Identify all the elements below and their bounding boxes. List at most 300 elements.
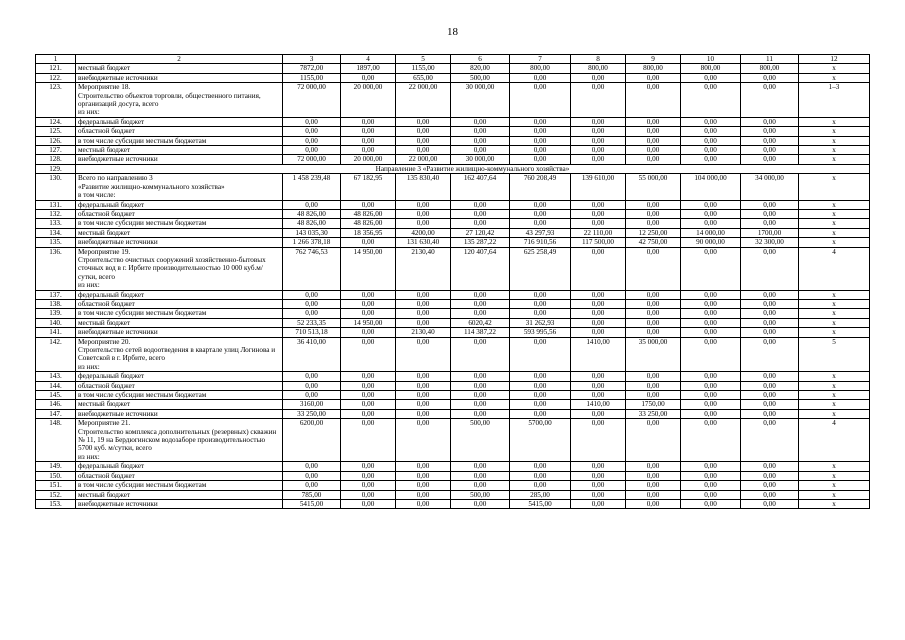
value-cell: 135 830,40 xyxy=(396,174,451,200)
value-cell: 0,00 xyxy=(741,400,799,409)
table-row xyxy=(36,400,870,409)
value-cell: 0,00 xyxy=(451,290,510,299)
value-cell: х xyxy=(799,328,870,337)
value-cell: 0,00 xyxy=(283,481,341,490)
value-cell: 0,00 xyxy=(283,471,341,480)
value-cell: 0,00 xyxy=(510,309,571,318)
value-cell: 4 xyxy=(799,247,870,290)
row-number: 145. xyxy=(36,391,76,400)
value-cell: 0,00 xyxy=(510,381,571,390)
value-cell: 0,00 xyxy=(571,146,626,155)
value-cell: х xyxy=(799,219,870,228)
value-cell: 0,00 xyxy=(341,400,396,409)
value-cell: 31 262,93 xyxy=(510,318,571,327)
value-cell: 0,00 xyxy=(510,127,571,136)
value-cell: 0,00 xyxy=(741,462,799,471)
value-cell: х xyxy=(799,200,870,209)
table-row xyxy=(36,372,870,381)
header-cell: 7 xyxy=(510,55,571,64)
value-cell: 0,00 xyxy=(341,73,396,82)
value-cell: х xyxy=(799,228,870,237)
value-cell: 0,00 xyxy=(741,409,799,418)
value-cell: 0,00 xyxy=(396,136,451,145)
value-cell: 0,00 xyxy=(741,136,799,145)
value-cell: 5 xyxy=(799,337,870,372)
value-cell: 0,00 xyxy=(396,499,451,508)
value-cell: 131 630,40 xyxy=(396,238,451,247)
value-cell: 0,00 xyxy=(571,499,626,508)
row-label: федеральный бюджет xyxy=(76,117,283,126)
value-cell: 0,00 xyxy=(681,299,741,308)
table-row xyxy=(36,462,870,471)
table-row xyxy=(36,127,870,136)
value-cell: 0,00 xyxy=(681,290,741,299)
table-row xyxy=(36,209,870,218)
value-cell: 0,00 xyxy=(571,318,626,327)
value-cell: 0,00 xyxy=(396,146,451,155)
value-cell: х xyxy=(799,471,870,480)
value-cell: 0,00 xyxy=(451,117,510,126)
value-cell: 3160,00 xyxy=(283,400,341,409)
row-label: Всего по направлению 3 «Развитие жилищно-коммунального хозяйства» в том числе: xyxy=(76,174,283,200)
value-cell: 0,00 xyxy=(681,136,741,145)
value-cell: 1155,00 xyxy=(396,64,451,73)
value-cell: 32 300,00 xyxy=(741,238,799,247)
value-cell: 0,00 xyxy=(741,391,799,400)
value-cell: 1897,00 xyxy=(341,64,396,73)
value-cell: 0,00 xyxy=(341,328,396,337)
value-cell: 72 000,00 xyxy=(283,155,341,164)
header-cell: 12 xyxy=(799,55,870,64)
value-cell: 0,00 xyxy=(396,117,451,126)
value-cell: 0,00 xyxy=(510,391,571,400)
value-cell: 0,00 xyxy=(681,481,741,490)
table-row xyxy=(36,290,870,299)
value-cell: 0,00 xyxy=(396,471,451,480)
value-cell: 0,00 xyxy=(571,481,626,490)
row-number: 133. xyxy=(36,219,76,228)
value-cell: 0,00 xyxy=(341,136,396,145)
value-cell: 7872,00 xyxy=(283,64,341,73)
row-number: 131. xyxy=(36,200,76,209)
value-cell: 0,00 xyxy=(396,419,451,462)
table-row xyxy=(36,490,870,499)
value-cell: 0,00 xyxy=(681,318,741,327)
row-label: внебюджетные источники xyxy=(76,238,283,247)
value-cell: х xyxy=(799,318,870,327)
value-cell: 0,00 xyxy=(681,419,741,462)
value-cell: 0,00 xyxy=(626,117,681,126)
value-cell: 0,00 xyxy=(341,117,396,126)
value-cell: 42 750,00 xyxy=(626,238,681,247)
table-row xyxy=(36,228,870,237)
value-cell: 0,00 xyxy=(681,155,741,164)
value-cell: 0,00 xyxy=(571,73,626,82)
value-cell: 72 000,00 xyxy=(283,83,341,118)
value-cell: х xyxy=(799,299,870,308)
value-cell: х xyxy=(799,209,870,218)
table-row xyxy=(36,64,870,73)
value-cell: 0,00 xyxy=(681,127,741,136)
value-cell: х xyxy=(799,117,870,126)
value-cell: 0,00 xyxy=(741,155,799,164)
value-cell: 820,00 xyxy=(451,64,510,73)
value-cell: 22 000,00 xyxy=(396,83,451,118)
value-cell: 0,00 xyxy=(451,471,510,480)
row-label: федеральный бюджет xyxy=(76,200,283,209)
value-cell: 0,00 xyxy=(741,73,799,82)
value-cell: 0,00 xyxy=(510,290,571,299)
value-cell: 0,00 xyxy=(341,462,396,471)
row-label: Мероприятие 20. Строительство сетей водоотведения в квартале улиц Логинова и Советской в г. Ирбите, всего из них: xyxy=(76,337,283,372)
row-number: 147. xyxy=(36,409,76,418)
value-cell: 0,00 xyxy=(741,490,799,499)
row-number: 135. xyxy=(36,238,76,247)
value-cell: 0,00 xyxy=(341,490,396,499)
value-cell: х xyxy=(799,64,870,73)
value-cell: 0,00 xyxy=(451,146,510,155)
row-label: внебюджетные источники xyxy=(76,155,283,164)
row-number: 126. xyxy=(36,136,76,145)
value-cell: 90 000,00 xyxy=(681,238,741,247)
section-row xyxy=(36,164,870,173)
section-title: Направление 3 «Развитие жилищно-коммунального хозяйства» xyxy=(76,164,870,173)
value-cell: 0,00 xyxy=(451,391,510,400)
value-cell: 0,00 xyxy=(681,146,741,155)
value-cell: 30 000,00 xyxy=(451,155,510,164)
value-cell: 0,00 xyxy=(510,219,571,228)
table-row xyxy=(36,73,870,82)
value-cell: 14 000,00 xyxy=(681,228,741,237)
value-cell: 0,00 xyxy=(396,318,451,327)
value-cell: 500,00 xyxy=(451,490,510,499)
value-cell: 655,00 xyxy=(396,73,451,82)
value-cell: 0,00 xyxy=(571,209,626,218)
value-cell: 0,00 xyxy=(626,309,681,318)
row-label: местный бюджет xyxy=(76,400,283,409)
value-cell: 0,00 xyxy=(626,290,681,299)
value-cell: 135 287,22 xyxy=(451,238,510,247)
header-cell: 3 xyxy=(283,55,341,64)
value-cell: 20 000,00 xyxy=(341,83,396,118)
row-label: Мероприятие 19. Строительство очистных сооружений хозяйственно-бытовых сточных вод в г. Ирбите производительностью 10 000 куб.м/сутки, всего из них: xyxy=(76,247,283,290)
row-label: в том числе субсидии местным бюджетам xyxy=(76,481,283,490)
value-cell: 33 250,00 xyxy=(283,409,341,418)
value-cell: 0,00 xyxy=(510,471,571,480)
value-cell: 0,00 xyxy=(510,117,571,126)
value-cell: 35 000,00 xyxy=(626,337,681,372)
value-cell: 67 182,95 xyxy=(341,174,396,200)
value-cell: 785,00 xyxy=(283,490,341,499)
value-cell: 0,00 xyxy=(341,471,396,480)
value-cell: 0,00 xyxy=(571,471,626,480)
row-number: 129. xyxy=(36,164,76,173)
table-row xyxy=(36,481,870,490)
value-cell: 0,00 xyxy=(510,337,571,372)
value-cell: 0,00 xyxy=(626,318,681,327)
value-cell: 0,00 xyxy=(283,136,341,145)
row-label: местный бюджет xyxy=(76,146,283,155)
table-row xyxy=(36,409,870,418)
value-cell: 0,00 xyxy=(510,200,571,209)
value-cell: 0,00 xyxy=(741,83,799,118)
row-label: областной бюджет xyxy=(76,209,283,218)
value-cell: 0,00 xyxy=(741,209,799,218)
row-number: 128. xyxy=(36,155,76,164)
value-cell: 0,00 xyxy=(396,200,451,209)
value-cell: 760 208,49 xyxy=(510,174,571,200)
value-cell: 285,00 xyxy=(510,490,571,499)
value-cell: 0,00 xyxy=(396,219,451,228)
row-number: 146. xyxy=(36,400,76,409)
value-cell: 0,00 xyxy=(571,381,626,390)
value-cell: х xyxy=(799,481,870,490)
table-row xyxy=(36,328,870,337)
value-cell: 0,00 xyxy=(571,328,626,337)
value-cell: 22 000,00 xyxy=(396,155,451,164)
value-cell: 0,00 xyxy=(626,499,681,508)
value-cell: 762 746,53 xyxy=(283,247,341,290)
value-cell: 0,00 xyxy=(283,200,341,209)
row-label: внебюджетные источники xyxy=(76,328,283,337)
value-cell: 14 950,00 xyxy=(341,247,396,290)
value-cell: 1410,00 xyxy=(571,337,626,372)
value-cell: 0,00 xyxy=(681,309,741,318)
value-cell: 0,00 xyxy=(451,299,510,308)
value-cell: 0,00 xyxy=(571,391,626,400)
value-cell: 0,00 xyxy=(341,200,396,209)
value-cell: х xyxy=(799,409,870,418)
value-cell: 0,00 xyxy=(451,200,510,209)
row-number: 132. xyxy=(36,209,76,218)
row-number: 134. xyxy=(36,228,76,237)
value-cell: х xyxy=(799,73,870,82)
row-label: федеральный бюджет xyxy=(76,290,283,299)
value-cell: 0,00 xyxy=(741,419,799,462)
row-number: 142. xyxy=(36,337,76,372)
value-cell: 0,00 xyxy=(626,299,681,308)
value-cell: 0,00 xyxy=(681,200,741,209)
row-number: 121. xyxy=(36,64,76,73)
row-label: федеральный бюджет xyxy=(76,372,283,381)
value-cell: 0,00 xyxy=(341,409,396,418)
value-cell: 0,00 xyxy=(571,299,626,308)
row-label: внебюджетные источники xyxy=(76,499,283,508)
table-row xyxy=(36,155,870,164)
value-cell: 0,00 xyxy=(626,219,681,228)
value-cell: 0,00 xyxy=(571,127,626,136)
value-cell: 0,00 xyxy=(396,127,451,136)
page-number: 18 xyxy=(447,26,458,38)
row-number: 122. xyxy=(36,73,76,82)
budget-table xyxy=(35,54,870,509)
value-cell: 0,00 xyxy=(681,219,741,228)
row-number: 123. xyxy=(36,83,76,118)
value-cell: 0,00 xyxy=(283,127,341,136)
table-row xyxy=(36,419,870,462)
value-cell: 800,00 xyxy=(510,64,571,73)
row-label: областной бюджет xyxy=(76,127,283,136)
value-cell: х xyxy=(799,391,870,400)
value-cell: 2130,40 xyxy=(396,247,451,290)
value-cell: 0,00 xyxy=(741,328,799,337)
row-label: внебюджетные источники xyxy=(76,409,283,418)
header-cell: 4 xyxy=(341,55,396,64)
row-number: 137. xyxy=(36,290,76,299)
value-cell: 0,00 xyxy=(626,462,681,471)
value-cell: 36 410,00 xyxy=(283,337,341,372)
value-cell: 0,00 xyxy=(341,481,396,490)
value-cell: 0,00 xyxy=(741,309,799,318)
row-label: местный бюджет xyxy=(76,228,283,237)
value-cell: х xyxy=(799,381,870,390)
value-cell: 0,00 xyxy=(626,209,681,218)
table-row xyxy=(36,136,870,145)
value-cell: 0,00 xyxy=(396,381,451,390)
value-cell: 0,00 xyxy=(626,155,681,164)
value-cell: 0,00 xyxy=(681,117,741,126)
row-number: 140. xyxy=(36,318,76,327)
value-cell: 0,00 xyxy=(396,209,451,218)
value-cell: 0,00 xyxy=(451,209,510,218)
row-number: 150. xyxy=(36,471,76,480)
value-cell: 6200,00 xyxy=(283,419,341,462)
value-cell: 0,00 xyxy=(626,136,681,145)
value-cell: 0,00 xyxy=(451,409,510,418)
value-cell: 0,00 xyxy=(681,391,741,400)
value-cell: 0,00 xyxy=(341,290,396,299)
value-cell: 0,00 xyxy=(741,127,799,136)
row-label: в том числе субсидии местным бюджетам xyxy=(76,219,283,228)
row-number: 141. xyxy=(36,328,76,337)
value-cell: 0,00 xyxy=(341,309,396,318)
table-row xyxy=(36,83,870,118)
value-cell: х xyxy=(799,174,870,200)
row-number: 151. xyxy=(36,481,76,490)
value-cell: 0,00 xyxy=(681,499,741,508)
row-number: 143. xyxy=(36,372,76,381)
value-cell: 0,00 xyxy=(681,471,741,480)
row-label: в том числе субсидии местным бюджетам xyxy=(76,136,283,145)
table-row xyxy=(36,499,870,508)
value-cell: 0,00 xyxy=(741,200,799,209)
row-number: 153. xyxy=(36,499,76,508)
value-cell: 0,00 xyxy=(341,499,396,508)
value-cell: 117 500,00 xyxy=(571,238,626,247)
value-cell: 0,00 xyxy=(681,328,741,337)
row-label: федеральный бюджет xyxy=(76,462,283,471)
value-cell: 0,00 xyxy=(681,462,741,471)
value-cell: 0,00 xyxy=(396,462,451,471)
value-cell: 0,00 xyxy=(283,299,341,308)
value-cell: 2130,40 xyxy=(396,328,451,337)
value-cell: 0,00 xyxy=(571,247,626,290)
value-cell: 0,00 xyxy=(451,381,510,390)
value-cell: 0,00 xyxy=(396,309,451,318)
value-cell: 0,00 xyxy=(451,400,510,409)
row-label: местный бюджет xyxy=(76,318,283,327)
value-cell: 0,00 xyxy=(396,299,451,308)
value-cell: 0,00 xyxy=(283,309,341,318)
value-cell: 120 407,64 xyxy=(451,247,510,290)
row-number: 124. xyxy=(36,117,76,126)
value-cell: 14 950,00 xyxy=(341,318,396,327)
value-cell: 0,00 xyxy=(741,219,799,228)
header-cell: 8 xyxy=(571,55,626,64)
value-cell: 162 407,64 xyxy=(451,174,510,200)
value-cell: 500,00 xyxy=(451,73,510,82)
value-cell: 0,00 xyxy=(510,372,571,381)
value-cell: 143 035,30 xyxy=(283,228,341,237)
value-cell: 0,00 xyxy=(741,337,799,372)
value-cell: 0,00 xyxy=(396,481,451,490)
value-cell: 0,00 xyxy=(741,247,799,290)
value-cell: 0,00 xyxy=(571,462,626,471)
value-cell: 48 826,00 xyxy=(283,219,341,228)
row-label: внебюджетные источники xyxy=(76,73,283,82)
value-cell: 0,00 xyxy=(451,499,510,508)
value-cell: 800,00 xyxy=(741,64,799,73)
value-cell: 0,00 xyxy=(341,146,396,155)
value-cell: 34 000,00 xyxy=(741,174,799,200)
value-cell: 0,00 xyxy=(681,372,741,381)
value-cell: 0,00 xyxy=(741,117,799,126)
row-label: областной бюджет xyxy=(76,381,283,390)
value-cell: 0,00 xyxy=(451,219,510,228)
value-cell: 0,00 xyxy=(341,238,396,247)
value-cell: 0,00 xyxy=(741,318,799,327)
value-cell: 0,00 xyxy=(681,381,741,390)
value-cell: 0,00 xyxy=(571,136,626,145)
value-cell: 0,00 xyxy=(510,73,571,82)
value-cell: 0,00 xyxy=(626,381,681,390)
value-cell: 1410,00 xyxy=(571,400,626,409)
value-cell: 0,00 xyxy=(396,337,451,372)
value-cell: 0,00 xyxy=(341,372,396,381)
value-cell: 104 000,00 xyxy=(681,174,741,200)
table-row xyxy=(36,309,870,318)
value-cell: 4200,00 xyxy=(396,228,451,237)
value-cell: 0,00 xyxy=(341,419,396,462)
value-cell: 0,00 xyxy=(571,372,626,381)
value-cell: 0,00 xyxy=(626,73,681,82)
value-cell: 52 233,35 xyxy=(283,318,341,327)
value-cell: 22 110,00 xyxy=(571,228,626,237)
value-cell: 0,00 xyxy=(451,127,510,136)
value-cell: 12 250,00 xyxy=(626,228,681,237)
value-cell: 114 387,22 xyxy=(451,328,510,337)
value-cell: 0,00 xyxy=(741,499,799,508)
value-cell: 0,00 xyxy=(741,372,799,381)
value-cell: 0,00 xyxy=(741,299,799,308)
value-cell: 0,00 xyxy=(571,219,626,228)
value-cell: 0,00 xyxy=(626,471,681,480)
value-cell: 0,00 xyxy=(283,462,341,471)
value-cell: 800,00 xyxy=(681,64,741,73)
value-cell: 0,00 xyxy=(626,328,681,337)
value-cell: 55 000,00 xyxy=(626,174,681,200)
value-cell: 0,00 xyxy=(571,117,626,126)
row-number: 138. xyxy=(36,299,76,308)
value-cell: х xyxy=(799,290,870,299)
value-cell: 0,00 xyxy=(741,481,799,490)
value-cell: 0,00 xyxy=(626,247,681,290)
value-cell: 0,00 xyxy=(341,391,396,400)
row-label: областной бюджет xyxy=(76,471,283,480)
header-cell: 9 xyxy=(626,55,681,64)
row-number: 125. xyxy=(36,127,76,136)
value-cell: 33 250,00 xyxy=(626,409,681,418)
